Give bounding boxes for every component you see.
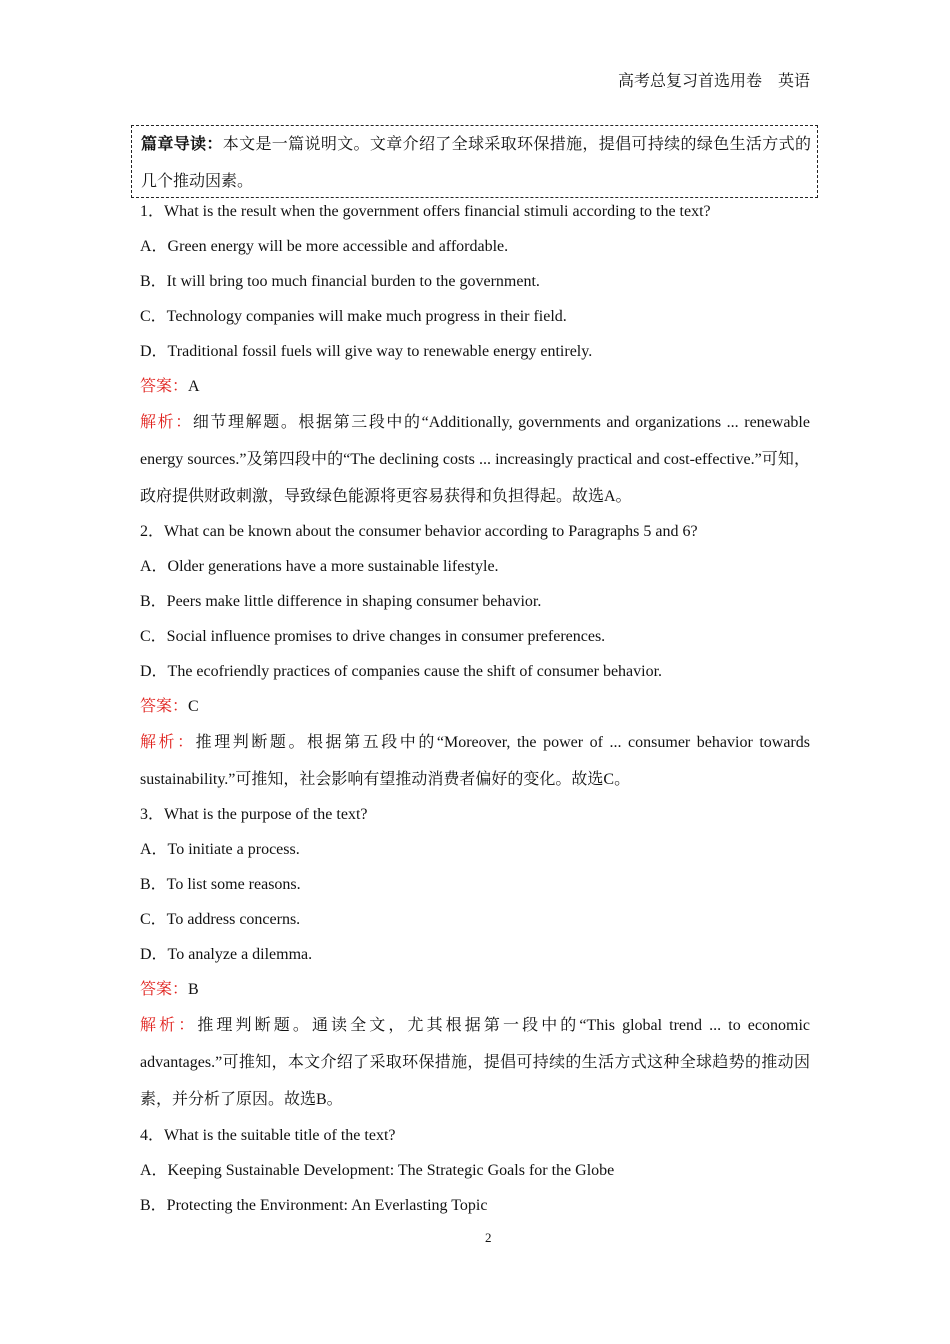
answer-label: 答案： xyxy=(140,698,189,715)
analysis-label: 解析： xyxy=(140,414,193,431)
analysis-label: 解析： xyxy=(140,1017,198,1034)
option: B．It will bring too much financial burden to the government. xyxy=(140,273,540,290)
intro-body: 本文是一篇说明文。文章介绍了全球采取环保措施，提倡可持续的绿色生活方式的几个推动因素。 xyxy=(141,136,811,190)
option: A．Older generations have a more sustainable lifestyle. xyxy=(140,558,499,575)
analysis-text: 推理判断题。通读全文，尤其根据第一段中的“This global trend ... to economic advantages.”可推知，本文介绍了采取环保措施，提倡可持续的生活方式这种全球趋势的推动因素，并分析了原因。故选B。 xyxy=(140,1017,810,1108)
question-stem: 1．What is the result when the government offers financial stimuli according to the text? xyxy=(140,203,711,220)
running-header: 高考总复习首选用卷 英语 xyxy=(617,73,810,90)
answer-value: C xyxy=(188,698,199,715)
analysis-text: 推理判断题。根据第五段中的“Moreover, the power of ... consumer behavior towards sustainability.”可推知，社会影响有望推动消费者偏好的变化。故选C。 xyxy=(140,734,810,788)
option: C．To address concerns. xyxy=(140,911,301,928)
answer-label: 答案： xyxy=(140,378,189,395)
intro-text xyxy=(141,126,811,200)
option: C．Technology companies will make much progress in their field. xyxy=(140,308,567,325)
analysis xyxy=(140,404,810,515)
option: B．Protecting the Environment: An Everlasting Topic xyxy=(140,1197,488,1214)
answer-value: B xyxy=(188,981,199,998)
answer-label: 答案： xyxy=(140,981,189,998)
question-stem: 2．What can be known about the consumer behavior according to Paragraphs 5 and 6? xyxy=(140,523,698,540)
option: D．To analyze a dilemma. xyxy=(140,946,313,963)
option: A．Keeping Sustainable Development: The Strategic Goals for the Globe xyxy=(140,1162,615,1179)
question-stem: 3．What is the purpose of the text? xyxy=(140,806,368,823)
answer xyxy=(140,980,810,1000)
answer xyxy=(140,697,810,717)
option: D．Traditional fossil fuels will give way to renewable energy entirely. xyxy=(140,343,593,360)
intro-label: 篇章导读： xyxy=(141,136,223,153)
option: A．Green energy will be more accessible and affordable. xyxy=(140,238,509,255)
option: A．To initiate a process. xyxy=(140,841,300,858)
option: B．To list some reasons. xyxy=(140,876,301,893)
analysis-label: 解析： xyxy=(140,734,196,751)
answer-value: A xyxy=(188,378,200,395)
analysis-text: 细节理解题。根据第三段中的“Additionally, governments and organizations ... renewable energy sources.”及第四段中的“The declining costs ... increasingly practical and cost-effective.”可知，政府提供财政刺激，导致绿色能源将更容易获得和负担得起。故选A。 xyxy=(140,414,810,505)
page-number: 2 xyxy=(485,1230,492,1245)
option: B．Peers make little difference in shaping consumer behavior. xyxy=(140,593,542,610)
option: C．Social influence promises to drive changes in consumer preferences. xyxy=(140,628,606,645)
analysis xyxy=(140,1007,810,1118)
option: D．The ecofriendly practices of companies cause the shift of consumer behavior. xyxy=(140,663,663,680)
answer xyxy=(140,377,810,397)
intro-box xyxy=(131,125,818,198)
analysis xyxy=(140,724,810,798)
question-stem: 4．What is the suitable title of the text? xyxy=(140,1127,396,1144)
